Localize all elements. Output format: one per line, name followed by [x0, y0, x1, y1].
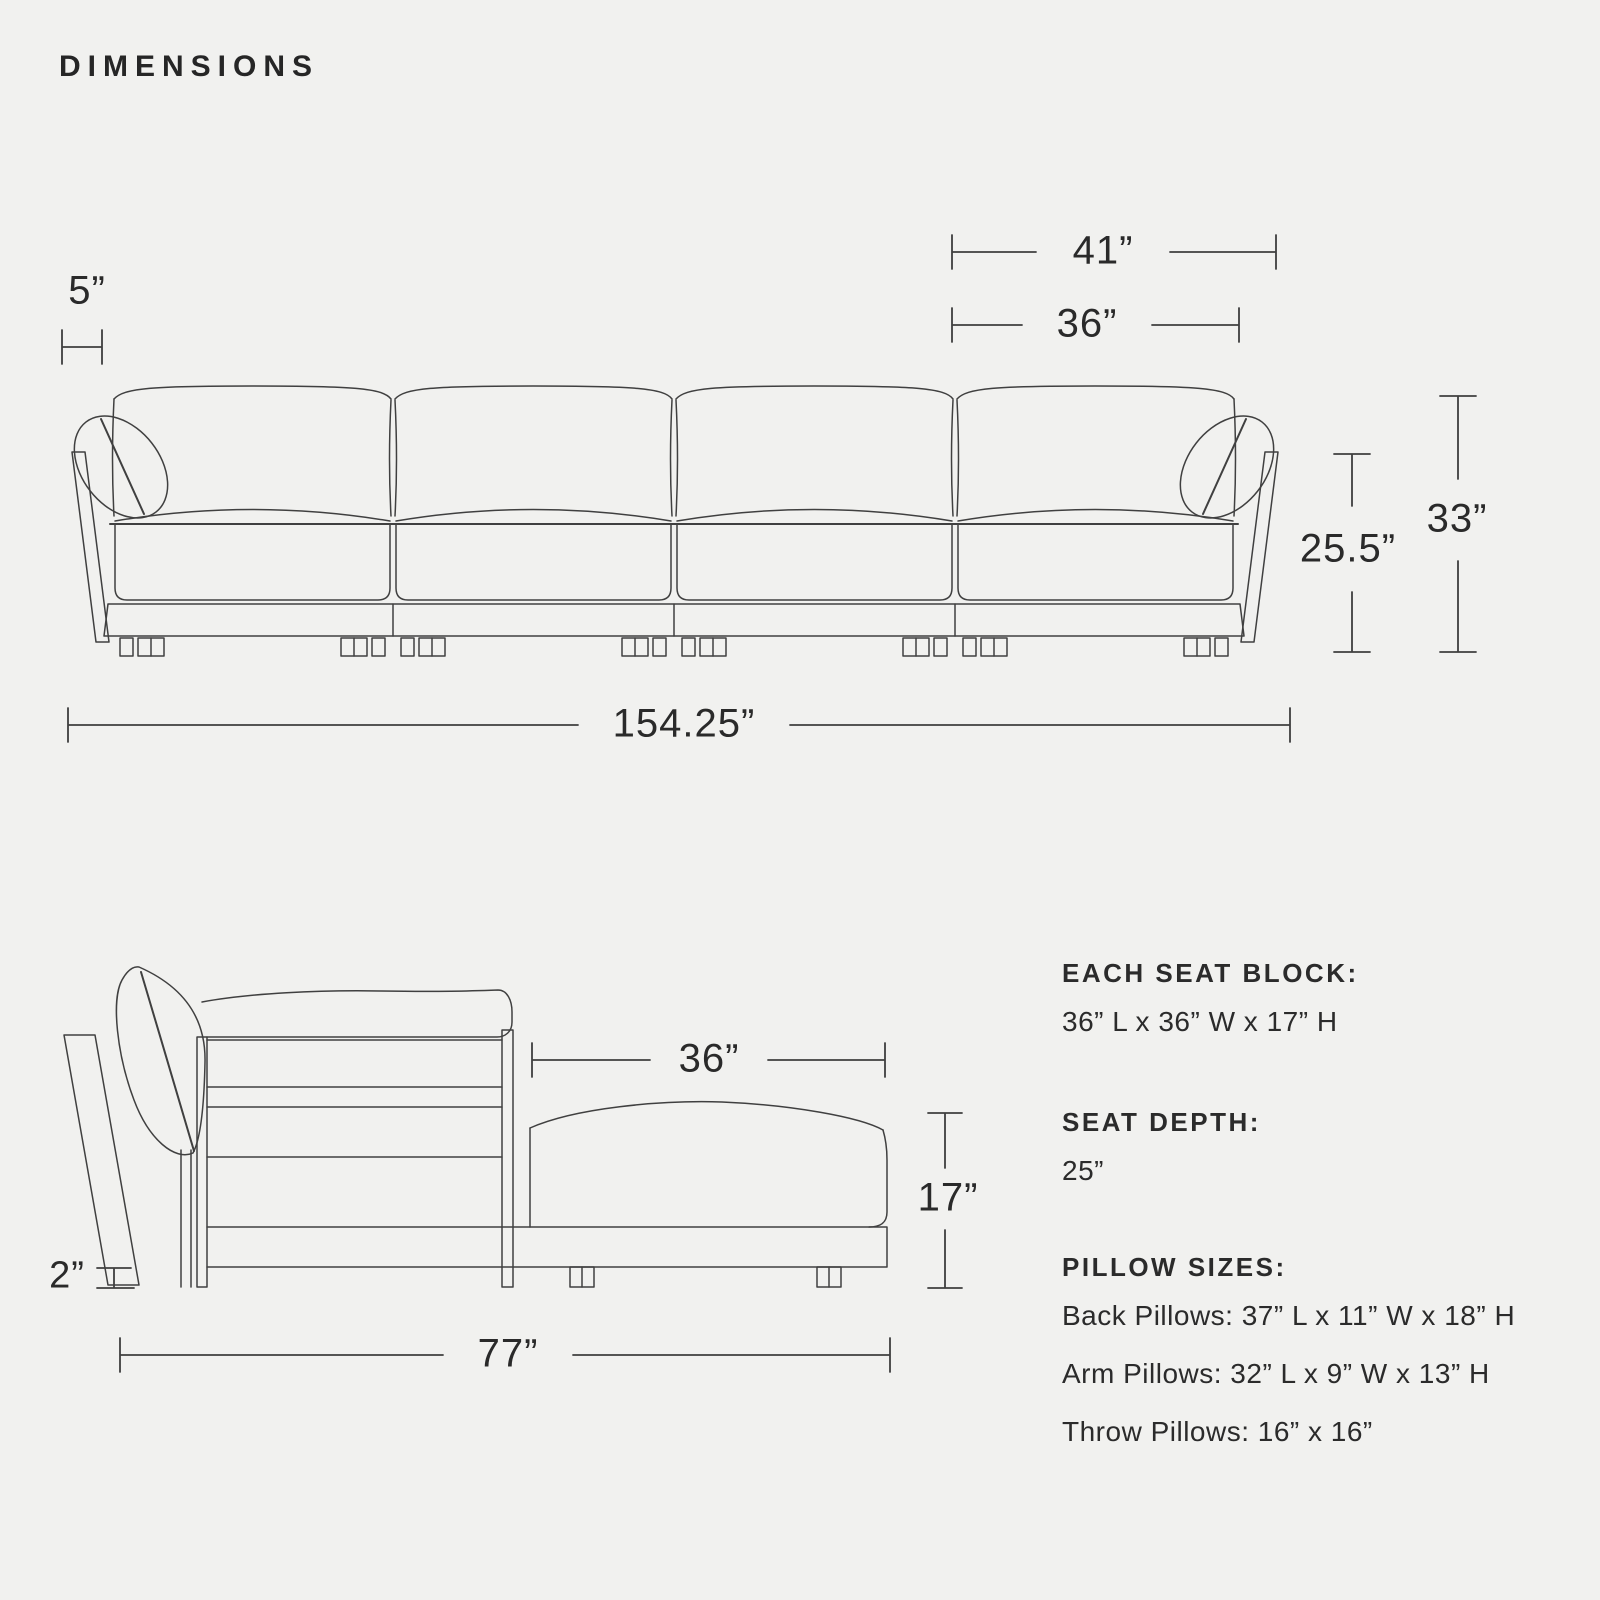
right-arm-pillow	[1161, 398, 1293, 536]
front-dimension-lines	[62, 235, 1476, 742]
spec-heading-seat-depth: SEAT DEPTH:	[1062, 1107, 1261, 1137]
spec-line-back-pillows: Back Pillows: 37” L x 11” W x 18” H	[1062, 1300, 1516, 1331]
spec-line-seat-block: 36” L x 36” W x 17” H	[1062, 1006, 1338, 1037]
dim-seat-block-height-label: 17”	[917, 1175, 979, 1220]
spec-line-arm-pillows: Arm Pillows: 32” L x 9” W x 13” H	[1062, 1358, 1490, 1389]
seat-block	[530, 1102, 887, 1227]
dim-overall-depth-label: 77”	[477, 1331, 539, 1376]
spec-heading-pillow-sizes: PILLOW SIZES:	[1062, 1252, 1287, 1282]
spec-line-throw-pillows: Throw Pillows: 16” x 16”	[1062, 1416, 1373, 1447]
page-title: DIMENSIONS	[59, 50, 320, 83]
left-arm-pillow	[55, 398, 187, 536]
spec-heading-seat-block: EACH SEAT BLOCK:	[1062, 958, 1359, 988]
dim-arm-width-label: 5”	[68, 268, 106, 313]
spec-text-block	[1062, 958, 1582, 1447]
dim-overall-height-label: 33”	[1426, 496, 1488, 541]
dim-seat-height-label: 25.5”	[1299, 526, 1397, 571]
dim-overall-width-label: 154.25”	[612, 701, 756, 746]
dim-seat-width-label: 36”	[1056, 301, 1118, 346]
sofa-side-elevation-drawing	[64, 967, 887, 1287]
sofa-front-elevation-drawing	[55, 386, 1293, 656]
spec-line-seat-depth: 25”	[1062, 1155, 1104, 1186]
side-back-pillow	[116, 967, 205, 1155]
dim-corner-width-label: 41”	[1072, 228, 1134, 273]
front-legs	[120, 638, 1228, 656]
dim-leg-height-label: 2”	[49, 1254, 85, 1297]
dim-seat-block-width-label: 36”	[678, 1036, 740, 1081]
